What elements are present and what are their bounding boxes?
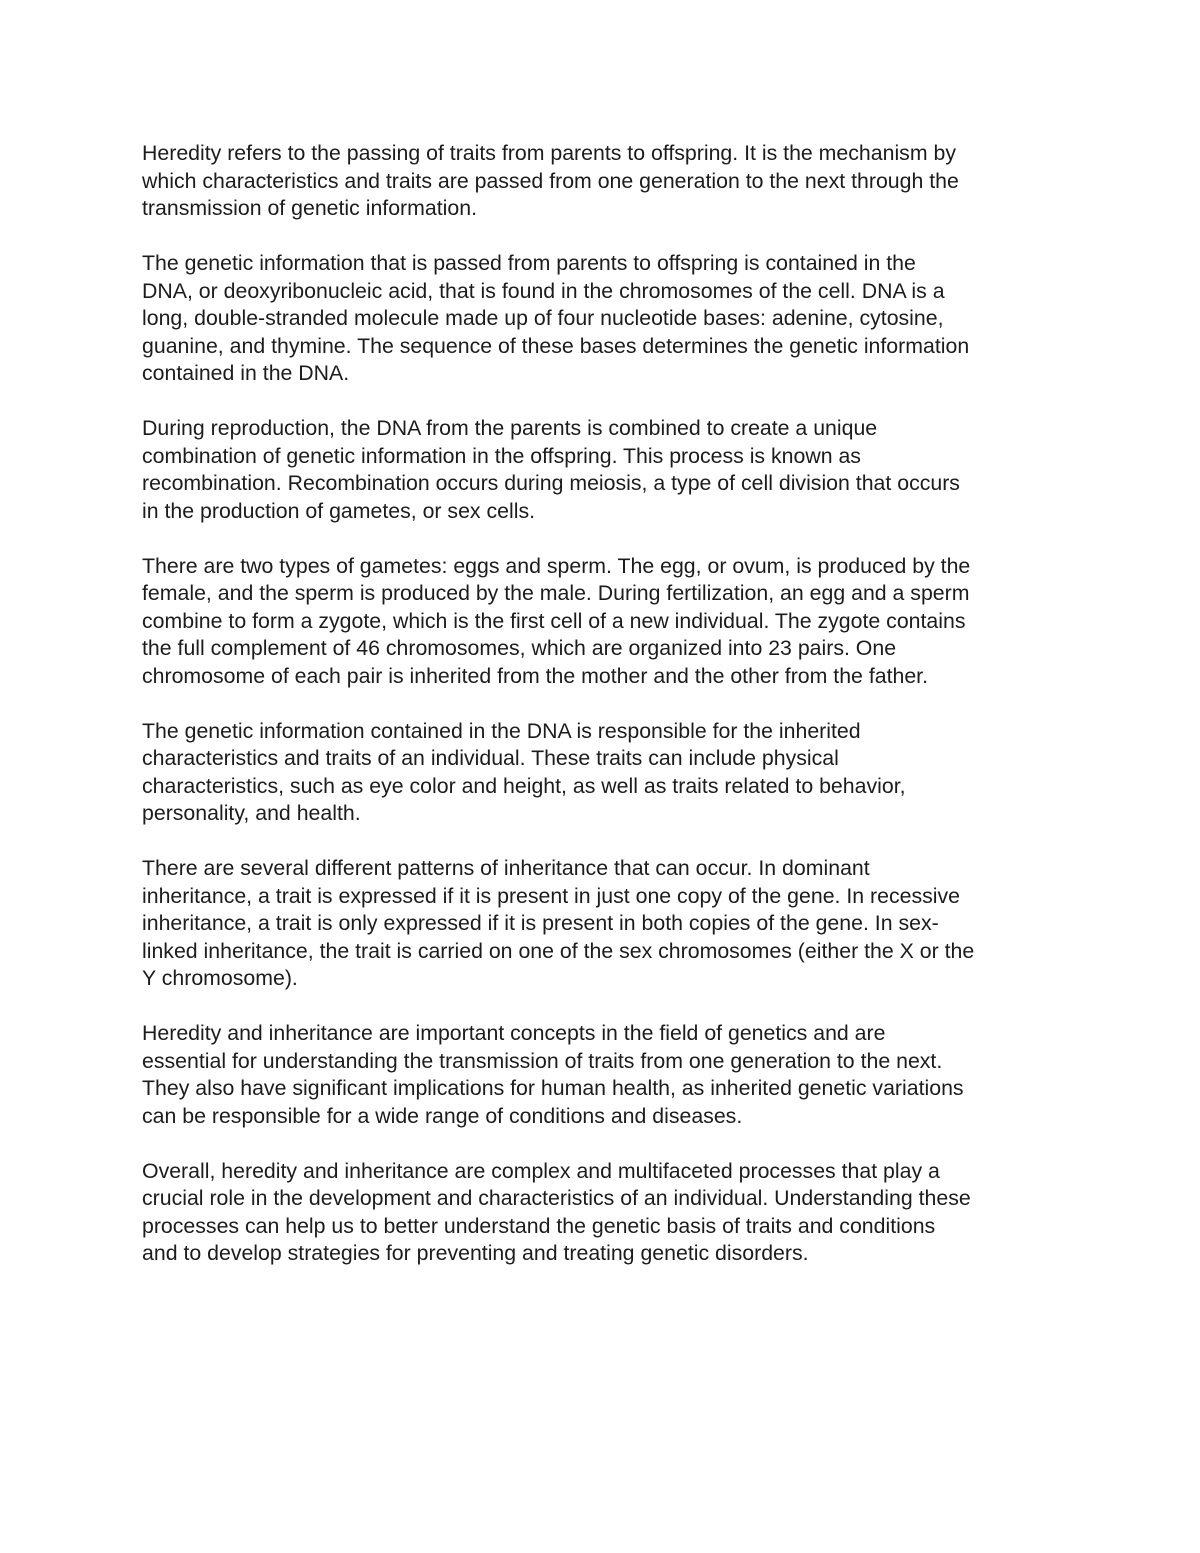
- paragraph-4: [142, 553, 1066, 691]
- text-line: There are two types of gametes: eggs and sperm. The egg, or ovum, is produced by the: [142, 553, 971, 578]
- paragraph-7: [142, 1020, 1066, 1130]
- text-line: chromosome of each pair is inherited from the mother and the other from the father.: [142, 663, 929, 688]
- text-line: personality, and health.: [142, 801, 361, 825]
- text-line: transmission of genetic information.: [142, 196, 477, 220]
- text-line: inheritance, a trait is only expressed if it is present in both copies of the gene. In sex-: [142, 911, 939, 935]
- text-line: linked inheritance, the trait is carried on one of the sex chromosomes (either the X or the: [142, 938, 975, 963]
- paragraph-8: [142, 1158, 1066, 1268]
- text-line: inheritance, a trait is expressed if it is present in just one copy of the gene. In recessive: [142, 883, 960, 908]
- text-line: and to develop strategies for preventing and treating genetic disorders.: [142, 1241, 809, 1265]
- text-line: crucial role in the development and characteristics of an individual. Understanding these: [142, 1186, 971, 1210]
- text-line: contained in the DNA.: [142, 361, 350, 385]
- paragraph-2: [142, 250, 1066, 388]
- text-line: Overall, heredity and inheritance are complex and multifaceted processes that play a: [142, 1158, 940, 1183]
- paragraph-5: [142, 718, 1066, 828]
- text-line: Heredity refers to the passing of traits from parents to offspring. It is the mechanism by: [142, 141, 956, 165]
- text-line: in the production of gametes, or sex cells.: [142, 498, 536, 523]
- text-line: long, double-stranded molecule made up of four nucleotide bases: adenine, cytosine,: [142, 306, 944, 330]
- text-line: There are several different patterns of inheritance that can occur. In dominant: [142, 856, 870, 880]
- text-line: The genetic information contained in the DNA is responsible for the inherited: [142, 718, 861, 743]
- text-line: Y chromosome).: [142, 966, 298, 990]
- text-line: recombination. Recombination occurs during meiosis, a type of cell division that occurs: [142, 471, 960, 495]
- document-body: [142, 140, 1066, 1295]
- text-line: guanine, and thymine. The sequence of these bases determines the genetic information: [142, 333, 970, 358]
- text-line: female, and the sperm is produced by the male. During fertilization, an egg and a sperm: [142, 581, 970, 605]
- paragraph-1: [142, 140, 1066, 223]
- text-line: During reproduction, the DNA from the parents is combined to create a unique: [142, 416, 878, 440]
- text-line: combine to form a zygote, which is the first cell of a new individual. The zygote contains: [142, 608, 966, 633]
- text-line: which characteristics and traits are passed from one generation to the next through the: [142, 168, 959, 193]
- text-line: combination of genetic information in the offspring. This process is known as: [142, 443, 861, 468]
- text-line: the full complement of 46 chromosomes, which are organized into 23 pairs. One: [142, 636, 897, 660]
- text-line: characteristics and traits of an individual. These traits can include physical: [142, 746, 839, 770]
- text-line: processes can help us to better understand the genetic basis of traits and conditions: [142, 1213, 936, 1238]
- text-line: characteristics, such as eye color and height, as well as traits related to behavior,: [142, 773, 906, 798]
- paragraph-3: [142, 415, 1066, 525]
- text-line: essential for understanding the transmission of traits from one generation to the next.: [142, 1048, 943, 1073]
- text-line: Heredity and inheritance are important concepts in the field of genetics and are: [142, 1021, 886, 1045]
- text-line: The genetic information that is passed from parents to offspring is contained in the: [142, 251, 916, 275]
- text-line: DNA, or deoxyribonucleic acid, that is found in the chromosomes of the cell. DNA is a: [142, 278, 945, 303]
- paragraph-6: [142, 855, 1066, 993]
- text-line: They also have significant implications for human health, as inherited genetic variations: [142, 1076, 964, 1100]
- text-line: can be responsible for a wide range of conditions and diseases.: [142, 1103, 743, 1128]
